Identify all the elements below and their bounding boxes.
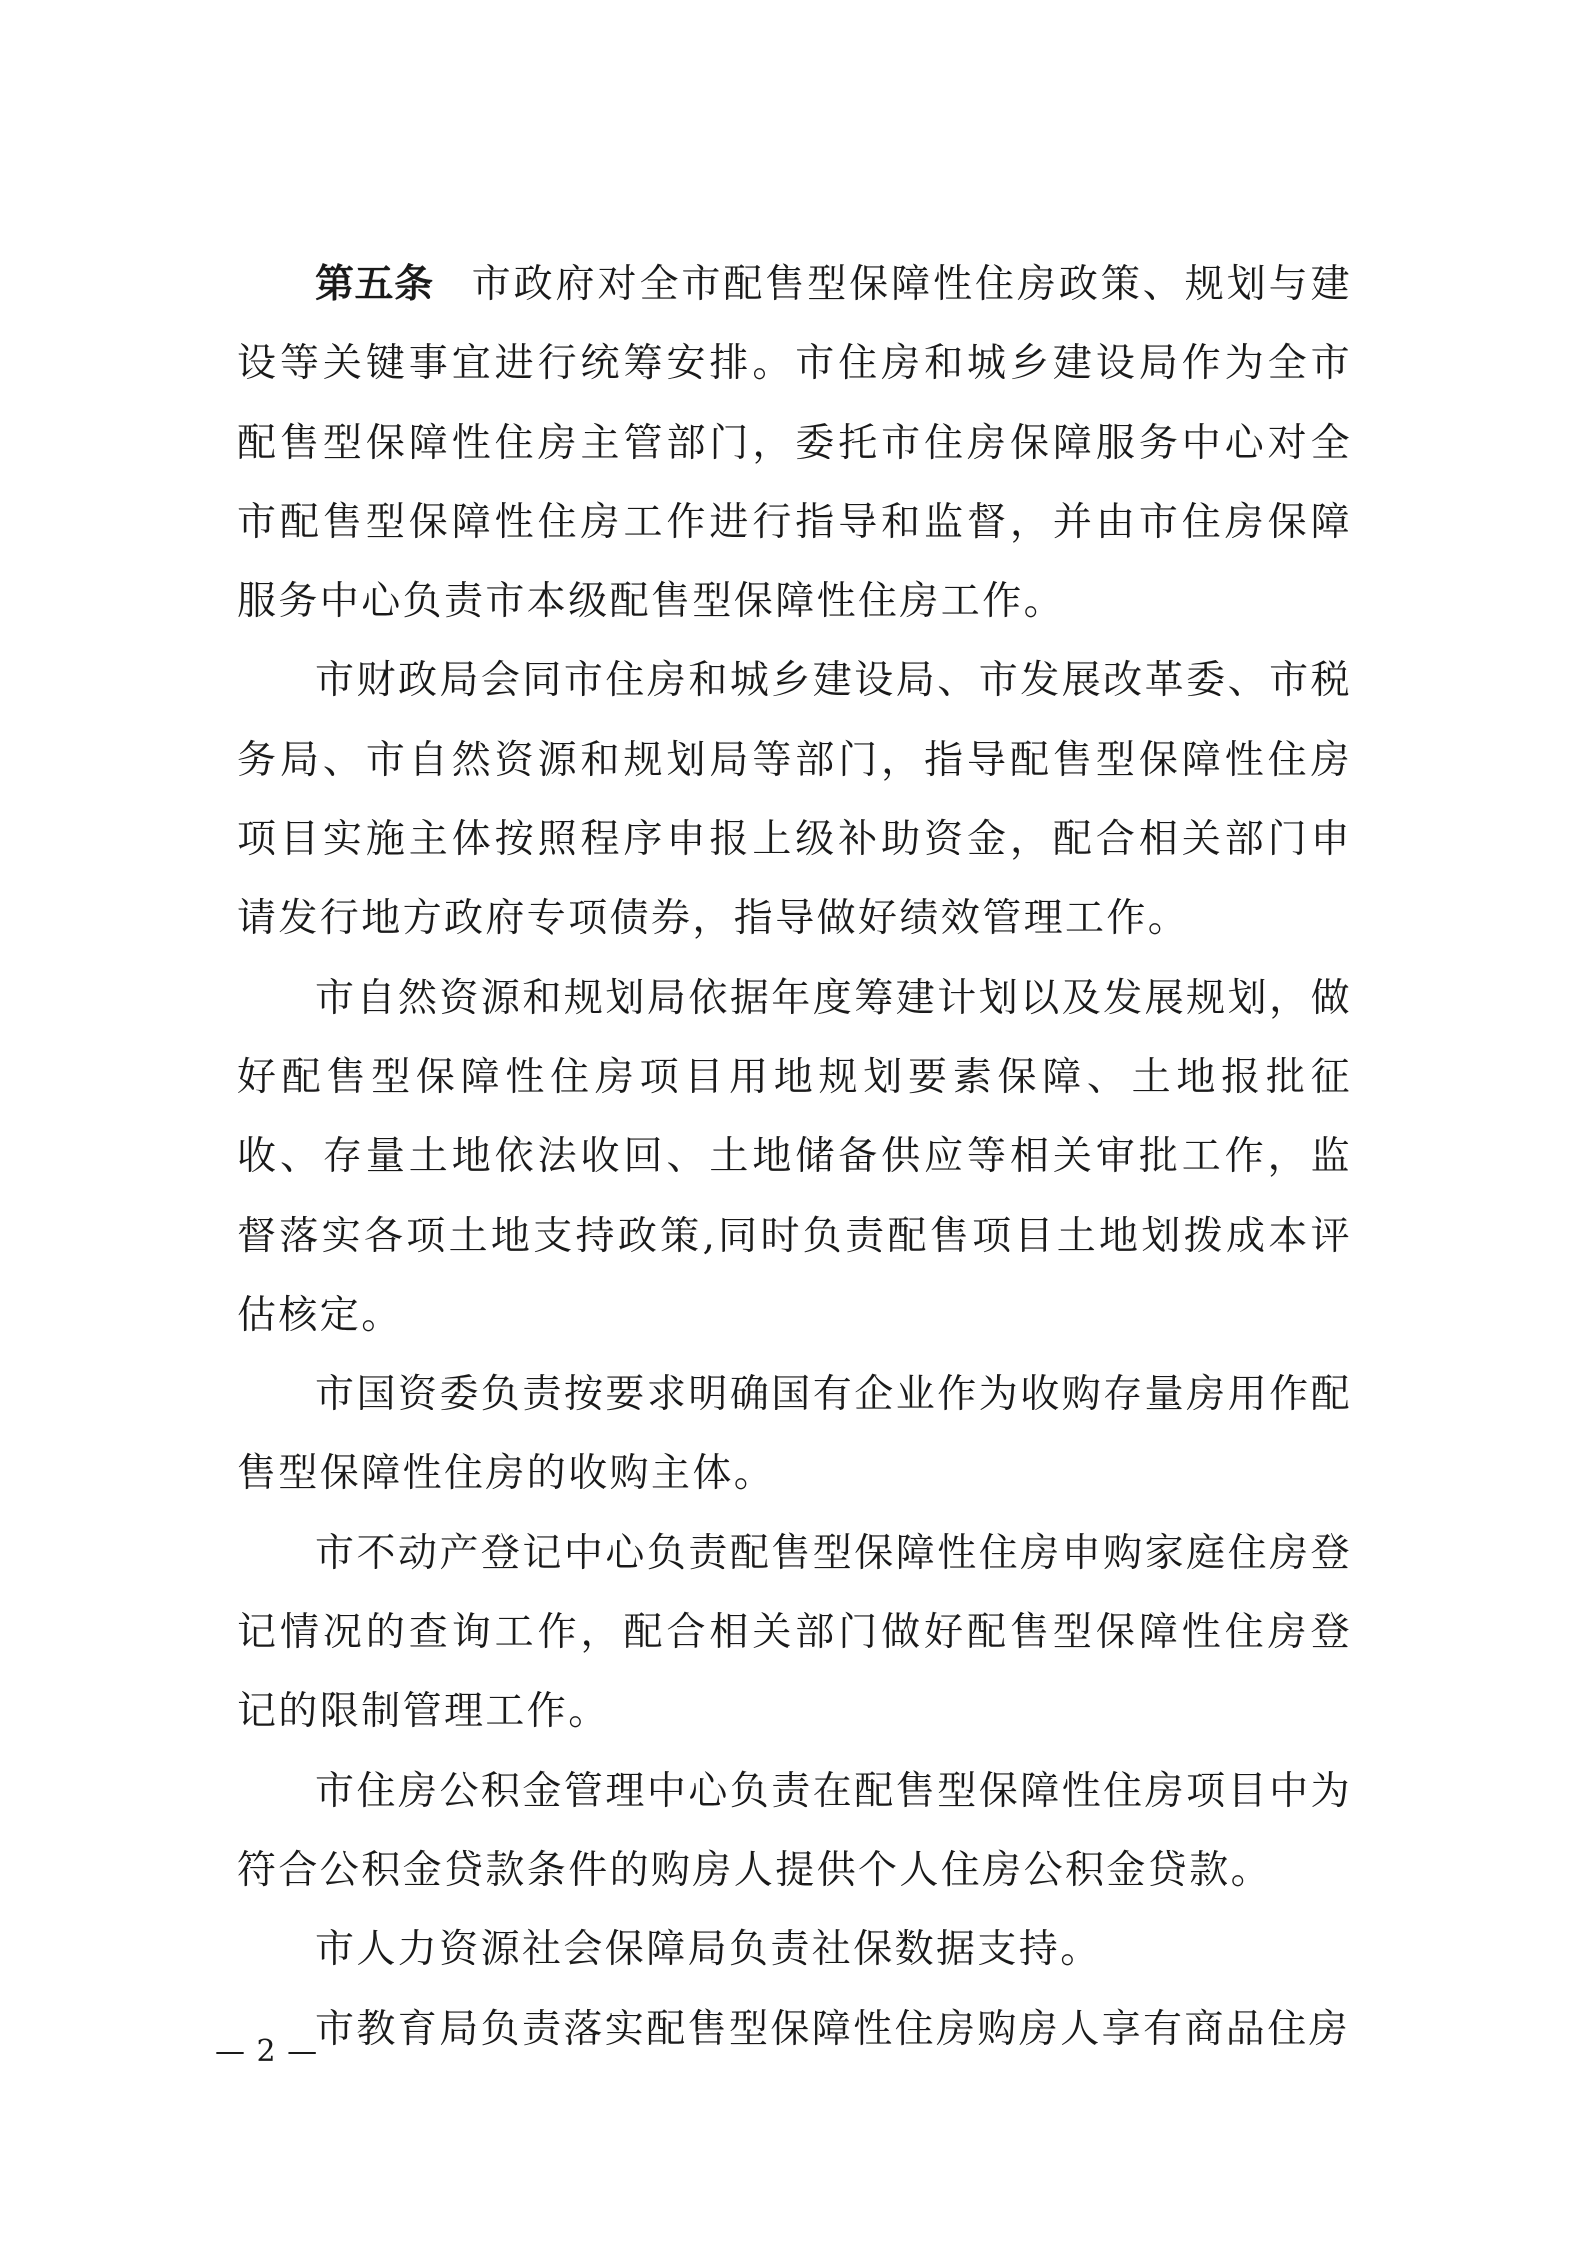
paragraph-real-estate-registration: 市不动产登记中心负责配售型保障性住房申购家庭住房登记情况的查询工作，配合相关部门做好配售型保障性住房登记的限制管理工作。 bbox=[237, 1530, 1352, 1735]
paragraph-finance-bureau: 市财政局会同市住房和城乡建设局、市发展改革委、市税务局、市自然资源和规划局等部门，指导配售型保障性住房项目实施主体按照程序申报上级补助资金，配合相关部门申请发行地方政府专项债券，指导做好绩效管理工作。 bbox=[237, 658, 1352, 942]
paragraph-housing-fund-center: 市住房公积金管理中心负责在配售型保障性住房项目中为符合公积金贷款条件的购房人提供个人住房公积金贷款。 bbox=[237, 1768, 1352, 1893]
article-number: 第五条 bbox=[315, 262, 434, 307]
paragraph-human-resources-bureau: 市人力资源社会保障局负责社保数据支持。 bbox=[315, 1927, 1102, 1973]
page-number: — 2 — bbox=[215, 2034, 319, 2069]
paragraph-natural-resources-bureau: 市自然资源和规划局依据年度筹建计划以及发展规划，做好配售型保障性住房项目用地规划要素保障、土地报批征收、存量土地依法收回、土地储备供应等相关审批工作，监督落实各项土地支持政策,同时负责配售项目土地划拨成本评估核定。 bbox=[237, 975, 1352, 1338]
article-lead-text: 市政府对全市配售型保障性住房政策、规划与建设等关键事宜进行统筹安排。市住房和城乡建设局作为全市配售型保障性住房主管部门，委托市住房保障服务中心对全市配售型保障性住房工作进行指导和监督，并由市住房保障服务中心负责市本级配售型保障性住房工作。 bbox=[237, 262, 1352, 625]
article-paragraph bbox=[237, 245, 1352, 641]
body-text bbox=[237, 245, 1352, 2069]
paragraph-education-bureau: 市教育局负责落实配售型保障性住房购房人享有商品住房 bbox=[315, 2006, 1351, 2052]
paragraph-state-assets-commission: 市国资委负责按要求明确国有企业作为收购存量房用作配售型保障性住房的收购主体。 bbox=[237, 1372, 1352, 1497]
